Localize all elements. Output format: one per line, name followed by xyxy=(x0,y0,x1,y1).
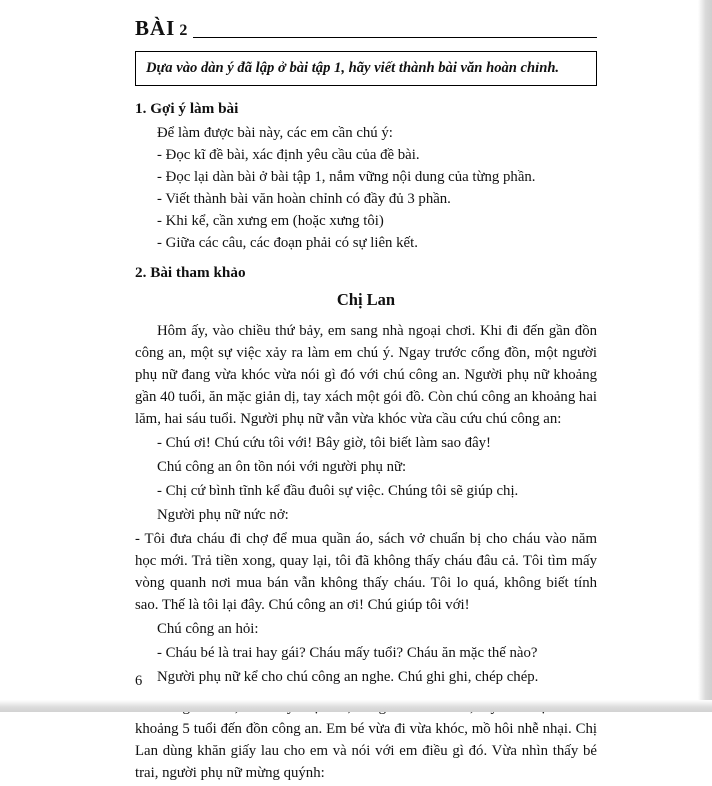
section1-intro: Để làm được bài này, các em cần chú ý: xyxy=(157,125,393,141)
story-dialogue: - Tôi đưa cháu đi chợ để mua quần áo, sách vở chuẩn bị cho cháu vào năm học mới. Trả tiền xong, quay lại, tôi đã không thấy cháu đâu cả. Tôi tìm mấy vòng quanh nơi mua bán vẫn không thấy cháu. Tôi lo quá, không biết tính sao. Thế là tôi lại đây. Chú công an ơi! Chú giúp tôi với! xyxy=(135,531,597,613)
guideline-item: - Đọc kĩ đề bài, xác định yêu cầu của đề bài. xyxy=(157,147,420,163)
instruction-box xyxy=(135,51,597,86)
lesson-underline xyxy=(193,37,597,38)
guideline-item: - Đọc lại dàn bài ở bài tập 1, nắm vững nội dung của từng phần. xyxy=(157,169,536,185)
instruction-text: Dựa vào dàn ý đã lập ở bài tập 1, hãy viết thành bài văn hoàn chỉnh. xyxy=(146,60,560,76)
page-number: 6 xyxy=(135,673,143,689)
story-title: Chị Lan xyxy=(336,290,396,309)
guideline-item: - Giữa các câu, các đoạn phải có sự liên kết. xyxy=(157,235,418,251)
story-paragraph: khoảng 5 tuổi đến đồn công an. Em bé vừa đi vừa khóc, mồ hôi nhễ nhại. Chị Lan dùng khăn giấy lau cho em và nói với em điều gì đó. Vừa nhìn thấy bé trai, người phụ nữ mừng quýnh: xyxy=(135,721,597,781)
story-paragraph: Người phụ nữ kể cho chú công an nghe. Chú ghi ghi, chép chép. xyxy=(157,669,539,685)
guideline-item: - Viết thành bài văn hoàn chỉnh có đầy đủ 3 phần. xyxy=(157,191,451,207)
story-dialogue: - Chú ơi! Chú cứu tôi với! Bây giờ, tôi biết làm sao đây! xyxy=(157,435,491,451)
story-paragraph: Chú công an hỏi: xyxy=(157,621,259,637)
lesson-label: BÀI xyxy=(135,16,176,40)
lesson-header xyxy=(135,16,597,41)
page-edge-shadow-right xyxy=(698,0,712,712)
story-paragraph: Người phụ nữ nức nở: xyxy=(157,507,289,523)
story-dialogue: - Cháu bé là trai hay gái? Cháu mấy tuổi? Cháu ăn mặc thế nào? xyxy=(157,645,538,661)
story-paragraph: Hôm ấy, vào chiều thứ bảy, em sang nhà ngoại chơi. Khi đi đến gần đồn công an, một sự việc xảy ra làm em chú ý. Ngay trước cổng đồn, một người phụ nữ đang vừa khóc vừa nói gì đó với chú công an. Người phụ nữ khoảng gần 40 tuổi, ăn mặc giản dị, tay xách một gói đồ. Còn chú công an khoảng hai lăm, hai sáu tuổi. Người phụ nữ vẫn vừa khóc vừa cầu cứu chú công an: xyxy=(135,323,597,427)
page-content xyxy=(135,16,597,786)
page-edge-shadow-bottom xyxy=(0,700,712,712)
story-dialogue: - Chị cứ bình tĩnh kể đầu đuôi sự việc. Chúng tôi sẽ giúp chị. xyxy=(157,483,519,499)
section2-heading: 2. Bài tham khảo xyxy=(135,264,246,281)
guideline-item: - Khi kể, cần xưng em (hoặc xưng tôi) xyxy=(157,213,384,229)
section1-heading: 1. Gợi ý làm bài xyxy=(135,100,239,117)
story-paragraph: Chú công an ôn tồn nói với người phụ nữ: xyxy=(157,459,407,475)
lesson-number: 2 xyxy=(179,22,188,39)
